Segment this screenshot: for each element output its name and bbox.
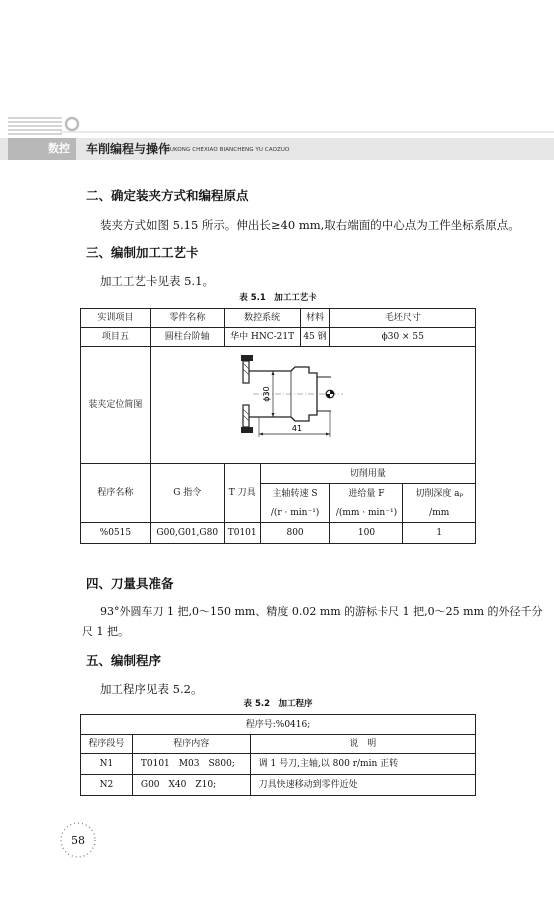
cell-header: 说 明 <box>250 735 475 754</box>
cell-value: 1 <box>436 528 443 538</box>
cell-header: 切削深度 aₚ <box>415 488 464 499</box>
cell-header: 程序内容 <box>132 735 250 754</box>
cell-header: 实训项目 <box>81 309 151 328</box>
program-table <box>80 714 476 796</box>
section-2-text: 装夹方式如图 5.15 所示。伸出长≥40 mm,取右端面的中心点为工件坐标系原点。 <box>100 218 520 232</box>
cell-value: ϕ30 × 55 <box>330 328 476 347</box>
diagram-label-cell: 装夹定位简图 <box>81 347 151 464</box>
cell-header: 程序名称 <box>81 464 151 523</box>
table-row <box>81 775 476 796</box>
cell-value-split <box>330 523 476 544</box>
table-row <box>81 754 476 775</box>
cell-header: 进给量 F <box>330 484 403 503</box>
cell-value: 刀具快速移动到零件近处 <box>250 775 475 796</box>
diameter-dimension-label: ϕ30 <box>261 386 271 402</box>
cell-header: 切削用量 <box>260 464 475 484</box>
program-number: 程序号:%0416; <box>81 715 476 735</box>
cell-header: 数控系统 <box>224 309 300 328</box>
cell-value: 800 <box>260 523 330 544</box>
cell-header-split <box>330 503 476 523</box>
cell-value: 华中 HNC-21T <box>224 328 300 347</box>
cell-header: 主轴转速 S <box>260 484 330 504</box>
cell-header: /(r · min⁻¹) <box>260 503 330 523</box>
cell-header: /mm <box>429 507 450 518</box>
clamping-diagram-cell <box>150 347 475 464</box>
page-number-badge <box>54 816 102 864</box>
header-series-tab: 数控 <box>8 138 76 160</box>
cell-header-split <box>330 484 476 504</box>
cell-value: 调 1 号刀,主轴,以 800 r/min 正转 <box>250 754 475 775</box>
section-5-heading: 五、编制程序 <box>86 653 162 668</box>
clamping-diagram <box>213 349 413 461</box>
section-4-heading: 四、刀量具准备 <box>86 576 174 591</box>
cell-value: 100 <box>330 523 403 543</box>
cell-value: T0101 <box>224 523 260 544</box>
cell-value: G00 X40 Z10; <box>132 775 250 796</box>
table-2-caption: 表 5.2 加工程序 <box>243 699 313 709</box>
page-number: 58 <box>71 834 85 847</box>
cell-value: T0101 M03 S800; <box>132 754 250 775</box>
cell-value: G00,G01,G80 <box>150 523 224 544</box>
section-3-heading: 三、编制加工工艺卡 <box>86 245 199 260</box>
cell-value: N2 <box>81 775 133 796</box>
cell-header: 零件名称 <box>150 309 224 328</box>
table-1-caption: 表 5.1 加工工艺卡 <box>239 293 317 303</box>
section-4-text-line-2: 尺 1 把。 <box>82 625 129 638</box>
cell-value: 圆柱台阶轴 <box>150 328 224 347</box>
cell-value: 45 钢 <box>300 328 330 347</box>
process-card-table <box>80 308 476 544</box>
cell-header: G 指令 <box>150 464 224 523</box>
cell-header: 材料 <box>300 309 330 328</box>
section-3-text: 加工工艺卡见表 5.1。 <box>100 274 214 288</box>
length-dimension-label: 41 <box>291 424 302 433</box>
section-5-text: 加工程序见表 5.2。 <box>100 682 203 696</box>
header-book-title: 车削编程与操作 <box>86 142 171 156</box>
section-4-text-line-1: 93°外圆车刀 1 把,0～150 mm、精度 0.02 mm 的游标卡尺 1 把,0～25 mm 的外径千分 <box>100 605 543 618</box>
header-book-pinyin: SHUKONG CHEXIAO BIANCHENG YU CAOZUO <box>162 147 290 153</box>
cell-value: %0515 <box>81 523 151 544</box>
cell-value: 项目五 <box>81 328 151 347</box>
cell-value: N1 <box>81 754 133 775</box>
cell-header: /(mm · min⁻¹) <box>330 503 403 522</box>
section-2-heading: 二、确定装夹方式和编程原点 <box>86 188 249 203</box>
cell-header: 程序段号 <box>81 735 133 754</box>
cell-header: T 刀具 <box>224 464 260 523</box>
cell-header: 毛坯尺寸 <box>330 309 476 328</box>
